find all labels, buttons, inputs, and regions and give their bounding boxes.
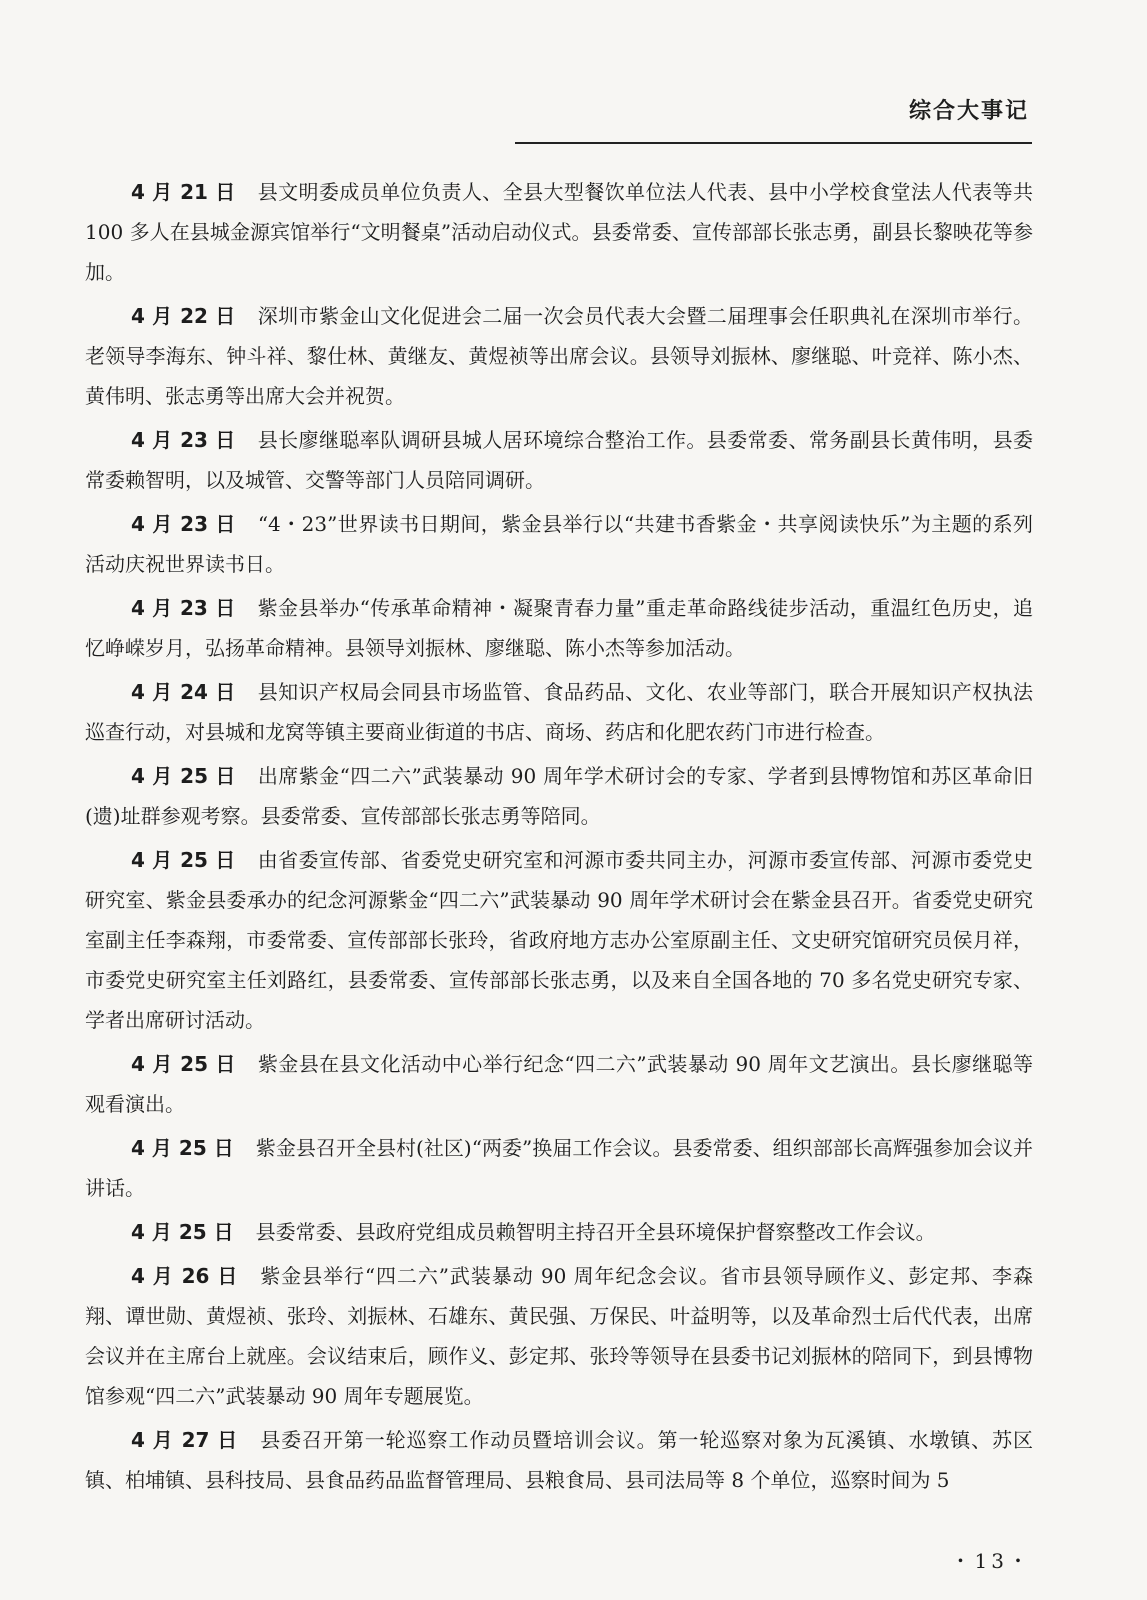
entry-date: 4 月 25 日 (131, 764, 236, 788)
chronicle-entry (85, 672, 1033, 752)
entry-text: 紫金县召开全县村(社区)“两委”换届工作会议。县委常委、组织部部长高辉强参加会议并讲话。 (85, 1136, 1034, 1200)
entry-text: 出席紫金“四二六”武装暴动 90 周年学术研讨会的专家、学者到县博物馆和苏区革命旧(遗)址群参观考察。县委常委、宣传部部长张志勇等陪同。 (85, 764, 1033, 828)
chronicle-entry (85, 296, 1033, 416)
entry-date: 4 月 21 日 (131, 180, 236, 204)
chronicle-entry (85, 840, 1033, 1040)
chronicle-entry (85, 588, 1033, 668)
entry-text: 紫金县举办“传承革命精神・凝聚青春力量”重走革命路线徒步活动，重温红色历史，追忆峥嵘岁月，弘扬革命精神。县领导刘振林、廖继聪、陈小杰等参加活动。 (85, 596, 1033, 660)
entry-text: 深圳市紫金山文化促进会二届一次会员代表大会暨二届理事会任职典礼在深圳市举行。老领导李海东、钟斗祥、黎仕林、黄继友、黄煜祯等出席会议。县领导刘振林、廖继聪、叶竞祥、陈小杰、黄伟明、张志勇等出席大会并祝贺。 (85, 304, 1034, 408)
chronicle-entry (85, 1420, 1033, 1500)
entry-text: 县委常委、县政府党组成员赖智明主持召开全县环境保护督察整改工作会议。 (255, 1220, 936, 1244)
entry-date: 4 月 23 日 (131, 512, 236, 536)
entry-text: 县知识产权局会同县市场监管、食品药品、文化、农业等部门，联合开展知识产权执法巡查行动，对县城和龙窝等镇主要商业街道的书店、商场、药店和化肥农药门市进行检查。 (85, 680, 1034, 744)
chronicle-entry (85, 1044, 1033, 1124)
entry-date: 4 月 23 日 (131, 428, 236, 452)
chronicle-entry (85, 1212, 1033, 1252)
entry-text: 由省委宣传部、省委党史研究室和河源市委共同主办，河源市委宣传部、河源市委党史研究室、紫金县委承办的纪念河源紫金“四二六”武装暴动 90 周年学术研讨会在紫金县召开。省委党史研究室副主任李森翔，市委常委、宣传部部长张玲，省政府地方志办公室原副主任、文史研究馆研究员侯月祥，市委党史研究室主任刘路红，县委常委、宣传部部长张志勇，以及来自全国各地的 70 多名党史研究专家、学者出席研讨活动。 (85, 848, 1034, 1032)
page-number: ・13・ (950, 1549, 1032, 1573)
running-header-title: 综合大事记 (908, 99, 1029, 124)
chronicle-entries (85, 172, 1033, 1504)
entry-date: 4 月 26 日 (131, 1264, 239, 1288)
entry-text: 紫金县在县文化活动中心举行纪念“四二六”武装暴动 90 周年文艺演出。县长廖继聪等观看演出。 (85, 1052, 1033, 1116)
chronicle-entry (85, 1128, 1033, 1208)
entry-date: 4 月 25 日 (131, 1220, 234, 1244)
entry-date: 4 月 23 日 (131, 596, 236, 620)
chronicle-entry (85, 756, 1033, 836)
chronicle-entry (85, 172, 1033, 292)
entry-date: 4 月 25 日 (131, 848, 236, 872)
header-rule (515, 142, 1032, 144)
chronicle-entry (85, 504, 1033, 584)
entry-text: 县文明委成员单位负责人、全县大型餐饮单位法人代表、县中小学校食堂法人代表等共 100 多人在县城金源宾馆举行“文明餐桌”活动启动仪式。县委常委、宣传部部长张志勇，副县长黎映花等参加。 (85, 180, 1034, 284)
entry-text: 紫金县举行“四二六”武装暴动 90 周年纪念会议。省市县领导顾作义、彭定邦、李森翔、谭世勋、黄煜祯、张玲、刘振林、石雄东、黄民强、万保民、叶益明等，以及革命烈士后代代表，出席会议并在主席台上就座。会议结束后，顾作义、彭定邦、张玲等领导在县委书记刘振林的陪同下，到县博物馆参观“四二六”武装暴动 90 周年专题展览。 (85, 1264, 1033, 1408)
chronicle-entry (85, 420, 1033, 500)
entry-date: 4 月 25 日 (131, 1136, 234, 1160)
entry-date: 4 月 24 日 (131, 680, 236, 704)
chronicle-entry (85, 1256, 1033, 1416)
entry-date: 4 月 22 日 (131, 304, 236, 328)
entry-text: “4・23”世界读书日期间，紫金县举行以“共建书香紫金・共享阅读快乐”为主题的系列活动庆祝世界读书日。 (85, 512, 1034, 576)
entry-date: 4 月 25 日 (131, 1052, 236, 1076)
entry-date: 4 月 27 日 (131, 1428, 239, 1452)
entry-text: 县委召开第一轮巡察工作动员暨培训会议。第一轮巡察对象为瓦溪镇、水墩镇、苏区镇、柏埔镇、县科技局、县食品药品监督管理局、县粮食局、县司法局等 8 个单位，巡察时间为 5 (85, 1428, 1034, 1492)
entry-text: 县长廖继聪率队调研县城人居环境综合整治工作。县委常委、常务副县长黄伟明，县委常委赖智明，以及城管、交警等部门人员陪同调研。 (85, 428, 1034, 492)
